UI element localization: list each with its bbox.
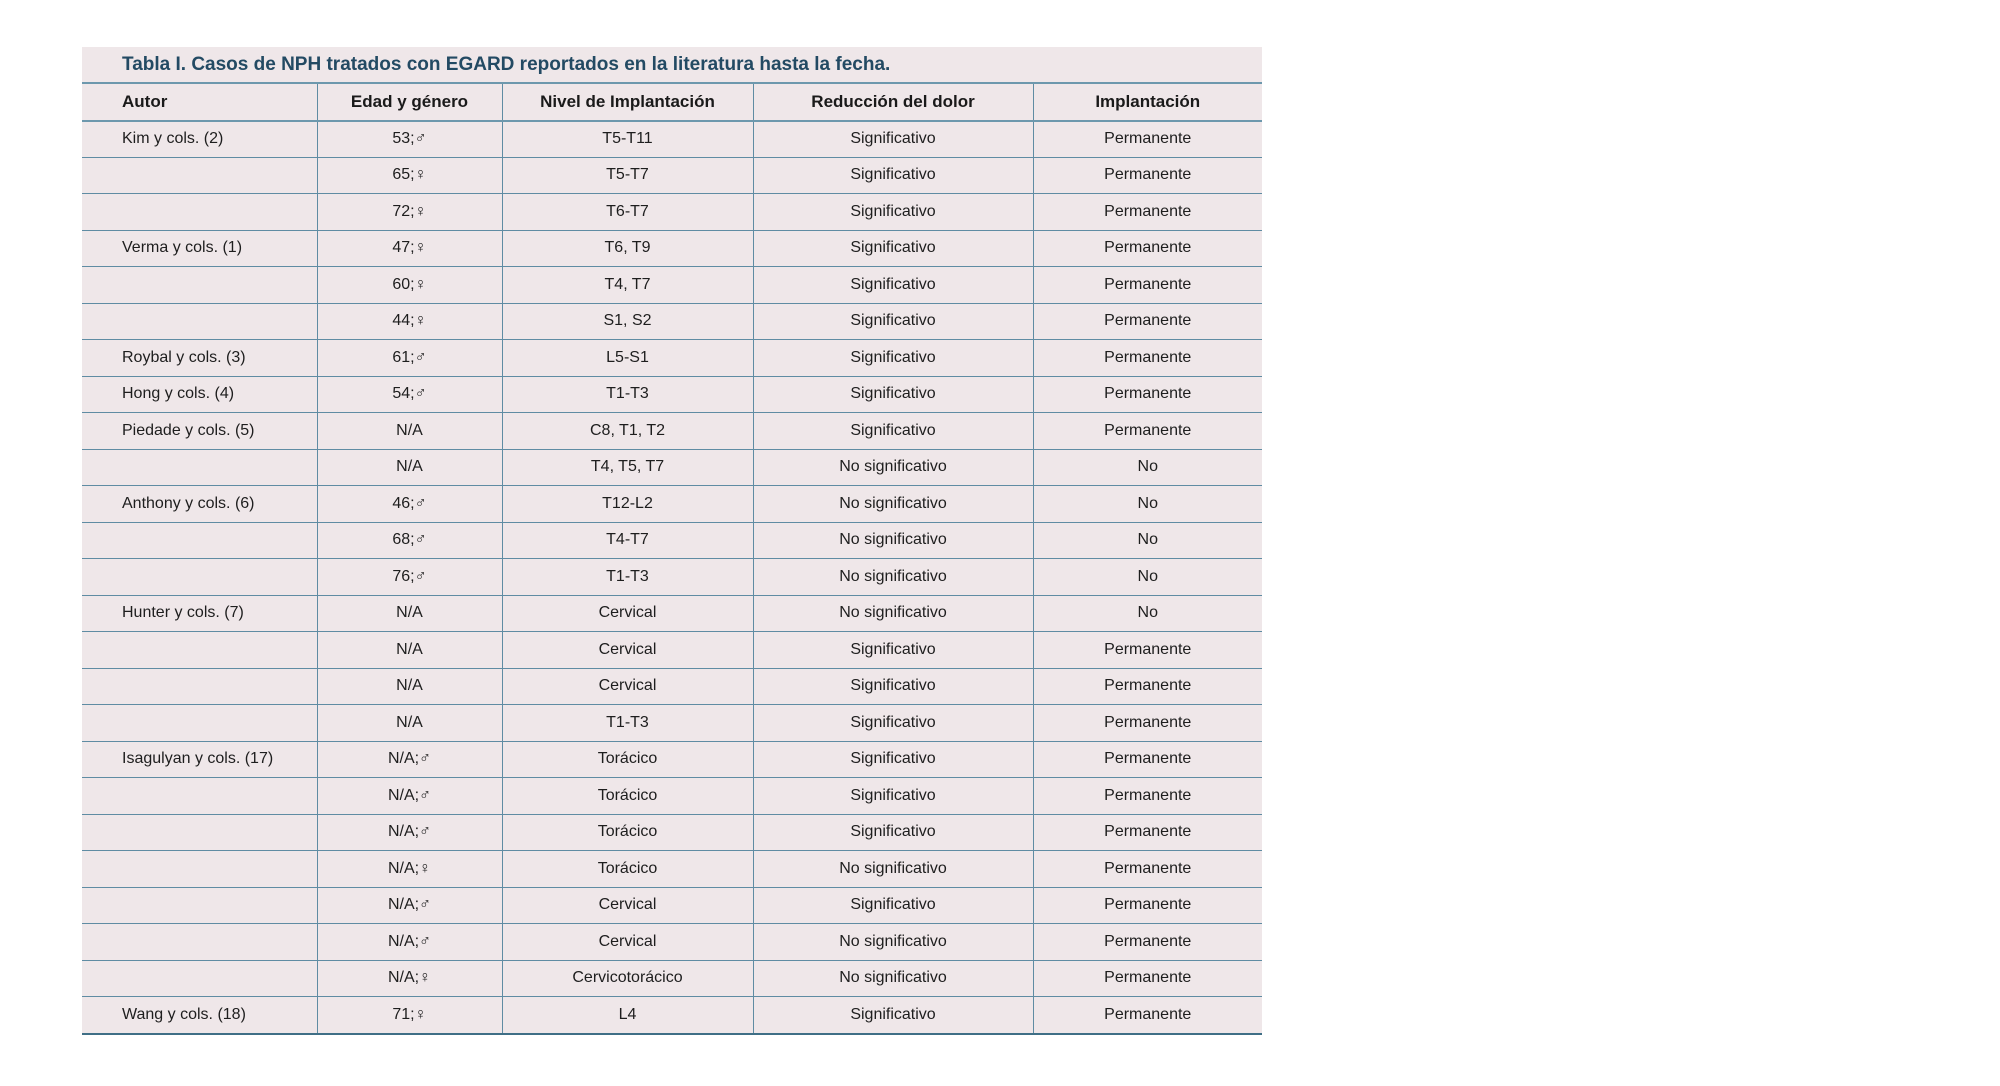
cell-reduccion: No significativo [753, 924, 1033, 961]
cell-edad-genero: N/A;♂ [317, 814, 502, 851]
cell-autor: Kim y cols. (2) [82, 121, 317, 158]
cell-reduccion: Significativo [753, 303, 1033, 340]
cell-autor [82, 194, 317, 231]
header-implantacion: Implantación [1033, 84, 1262, 121]
cell-nivel: T1-T3 [502, 559, 753, 596]
table-row [82, 924, 1262, 961]
cell-autor [82, 924, 317, 961]
cell-nivel: Torácico [502, 778, 753, 815]
cell-reduccion: Significativo [753, 741, 1033, 778]
table-row [82, 559, 1262, 596]
table-row [82, 778, 1262, 815]
cell-implantacion: Permanente [1033, 340, 1262, 377]
cell-reduccion: Significativo [753, 121, 1033, 158]
cell-reduccion: Significativo [753, 705, 1033, 742]
table-row [82, 230, 1262, 267]
cell-reduccion: Significativo [753, 267, 1033, 304]
cell-nivel: T1-T3 [502, 376, 753, 413]
cell-implantacion: Permanente [1033, 851, 1262, 888]
cell-implantacion: Permanente [1033, 157, 1262, 194]
cell-edad-genero: 44;♀ [317, 303, 502, 340]
cell-nivel: S1, S2 [502, 303, 753, 340]
cell-autor [82, 449, 317, 486]
cell-autor [82, 887, 317, 924]
cell-edad-genero: 54;♂ [317, 376, 502, 413]
cell-nivel: Torácico [502, 814, 753, 851]
cell-reduccion: Significativo [753, 814, 1033, 851]
cell-implantacion: No [1033, 522, 1262, 559]
cell-reduccion: Significativo [753, 340, 1033, 377]
cell-autor [82, 668, 317, 705]
cell-edad-genero: 53;♂ [317, 121, 502, 158]
table-row [82, 851, 1262, 888]
cell-edad-genero: N/A;♂ [317, 778, 502, 815]
cell-reduccion: Significativo [753, 413, 1033, 450]
table-row [82, 741, 1262, 778]
cell-implantacion: Permanente [1033, 705, 1262, 742]
cell-autor [82, 522, 317, 559]
cell-edad-genero: 47;♀ [317, 230, 502, 267]
table-row [82, 960, 1262, 997]
cell-reduccion: Significativo [753, 778, 1033, 815]
cell-autor: Roybal y cols. (3) [82, 340, 317, 377]
cell-autor: Isagulyan y cols. (17) [82, 741, 317, 778]
cell-reduccion: Significativo [753, 194, 1033, 231]
cell-reduccion: No significativo [753, 522, 1033, 559]
cell-nivel: Cervical [502, 924, 753, 961]
table-row [82, 522, 1262, 559]
cell-autor: Hong y cols. (4) [82, 376, 317, 413]
cell-edad-genero: N/A;♀ [317, 960, 502, 997]
cell-nivel: T5-T11 [502, 121, 753, 158]
cell-autor [82, 705, 317, 742]
table-row [82, 157, 1262, 194]
cell-edad-genero: 71;♀ [317, 997, 502, 1034]
cell-edad-genero: N/A;♀ [317, 851, 502, 888]
cell-edad-genero: N/A [317, 595, 502, 632]
cell-reduccion: No significativo [753, 449, 1033, 486]
cell-edad-genero: 65;♀ [317, 157, 502, 194]
cell-nivel: Torácico [502, 741, 753, 778]
cell-implantacion: Permanente [1033, 960, 1262, 997]
cell-implantacion: Permanente [1033, 924, 1262, 961]
cell-implantacion: Permanente [1033, 303, 1262, 340]
table-row [82, 121, 1262, 158]
cell-autor [82, 814, 317, 851]
cell-implantacion: No [1033, 449, 1262, 486]
cell-reduccion: No significativo [753, 595, 1033, 632]
cell-autor: Wang y cols. (18) [82, 997, 317, 1034]
cell-reduccion: No significativo [753, 559, 1033, 596]
cell-edad-genero: N/A;♂ [317, 887, 502, 924]
cell-nivel: T4, T5, T7 [502, 449, 753, 486]
cell-nivel: T1-T3 [502, 705, 753, 742]
cell-implantacion: Permanente [1033, 632, 1262, 669]
cell-autor: Verma y cols. (1) [82, 230, 317, 267]
table-row [82, 194, 1262, 231]
cell-nivel: T6, T9 [502, 230, 753, 267]
cell-autor [82, 267, 317, 304]
cell-implantacion: Permanente [1033, 230, 1262, 267]
cell-nivel: T4-T7 [502, 522, 753, 559]
cell-implantacion: Permanente [1033, 668, 1262, 705]
header-autor: Autor [82, 84, 317, 121]
table-row [82, 449, 1262, 486]
cell-autor [82, 632, 317, 669]
cell-edad-genero: N/A [317, 668, 502, 705]
cell-reduccion: Significativo [753, 632, 1033, 669]
cell-autor [82, 778, 317, 815]
cell-autor: Piedade y cols. (5) [82, 413, 317, 450]
table-row [82, 668, 1262, 705]
cell-autor: Anthony y cols. (6) [82, 486, 317, 523]
cell-nivel: Cervical [502, 887, 753, 924]
table-row [82, 632, 1262, 669]
cell-nivel: Cervical [502, 668, 753, 705]
cell-implantacion: Permanente [1104, 1006, 1192, 1023]
cell-implantacion: Permanente [1033, 741, 1262, 778]
cell-edad-genero: N/A [317, 449, 502, 486]
table-row [82, 376, 1262, 413]
cell-edad-genero: N/A [317, 705, 502, 742]
cell-reduccion: Significativo [753, 887, 1033, 924]
table-row [82, 303, 1262, 340]
cell-implantacion: Permanente [1033, 194, 1262, 231]
header-reduccion-dolor: Reducción del dolor [753, 84, 1033, 121]
cell-implantacion: No [1033, 595, 1262, 632]
cell-autor [82, 157, 317, 194]
cell-edad-genero: 61;♂ [317, 340, 502, 377]
cell-nivel: L4 [502, 997, 753, 1034]
table-row [82, 887, 1262, 924]
table-row [82, 267, 1262, 304]
cell-implantacion: Permanente [1033, 814, 1262, 851]
cell-autor: Hunter y cols. (7) [82, 595, 317, 632]
cell-nivel: Torácico [502, 851, 753, 888]
header-row [82, 84, 1262, 121]
header-nivel-implantacion: Nivel de Implantación [502, 84, 753, 121]
cell-implantacion: No [1033, 559, 1262, 596]
cell-edad-genero: N/A [317, 413, 502, 450]
cell-reduccion: Significativo [753, 157, 1033, 194]
cell-implantacion: Permanente [1033, 376, 1262, 413]
table-row [82, 486, 1262, 523]
cell-edad-genero: 72;♀ [317, 194, 502, 231]
cell-implantacion: Permanente [1033, 121, 1262, 158]
cases-table [82, 84, 1262, 1033]
cell-edad-genero: N/A [317, 632, 502, 669]
cell-reduccion: Significativo [753, 997, 1033, 1034]
cell-reduccion: No significativo [753, 486, 1033, 523]
cell-nivel: Cervical [502, 632, 753, 669]
cell-nivel: T12-L2 [502, 486, 753, 523]
cell-implantacion: No [1033, 486, 1262, 523]
cell-autor [82, 303, 317, 340]
cell-nivel: L5-S1 [502, 340, 753, 377]
cell-nivel: Cervical [502, 595, 753, 632]
cell-nivel: C8, T1, T2 [502, 413, 753, 450]
cell-edad-genero: 68;♂ [317, 522, 502, 559]
cell-implantacion: Permanente [1033, 267, 1262, 304]
cell-nivel: T4, T7 [502, 267, 753, 304]
table-row [82, 413, 1262, 450]
cell-autor [82, 851, 317, 888]
table-row [82, 814, 1262, 851]
table-title: Tabla I. Casos de NPH tratados con EGARD reportados en la literatura hasta la fecha. [82, 47, 1262, 84]
cell-reduccion: Significativo [753, 230, 1033, 267]
cell-nivel: T6-T7 [502, 194, 753, 231]
cell-implantacion: Permanente [1033, 413, 1262, 450]
cell-reduccion: Significativo [753, 376, 1033, 413]
cell-nivel: T5-T7 [502, 157, 753, 194]
table-row [82, 340, 1262, 377]
cell-edad-genero: 60;♀ [317, 267, 502, 304]
table-row [82, 997, 1262, 1034]
cell-nivel: Cervicotorácico [502, 960, 753, 997]
cell-autor [82, 960, 317, 997]
cell-implantacion: Permanente [1033, 887, 1262, 924]
table-row [82, 705, 1262, 742]
table-row [82, 595, 1262, 632]
cell-implantacion: Permanente [1033, 778, 1262, 815]
cell-edad-genero: 76;♂ [317, 559, 502, 596]
data-table [82, 47, 1262, 1035]
cell-edad-genero: N/A;♂ [317, 741, 502, 778]
cell-reduccion: No significativo [753, 851, 1033, 888]
cell-reduccion: Significativo [753, 668, 1033, 705]
cell-reduccion: No significativo [753, 960, 1033, 997]
header-edad-genero: Edad y género [317, 84, 502, 121]
cell-edad-genero: 46;♂ [317, 486, 502, 523]
cell-edad-genero: N/A;♂ [317, 924, 502, 961]
cell-autor [82, 559, 317, 596]
